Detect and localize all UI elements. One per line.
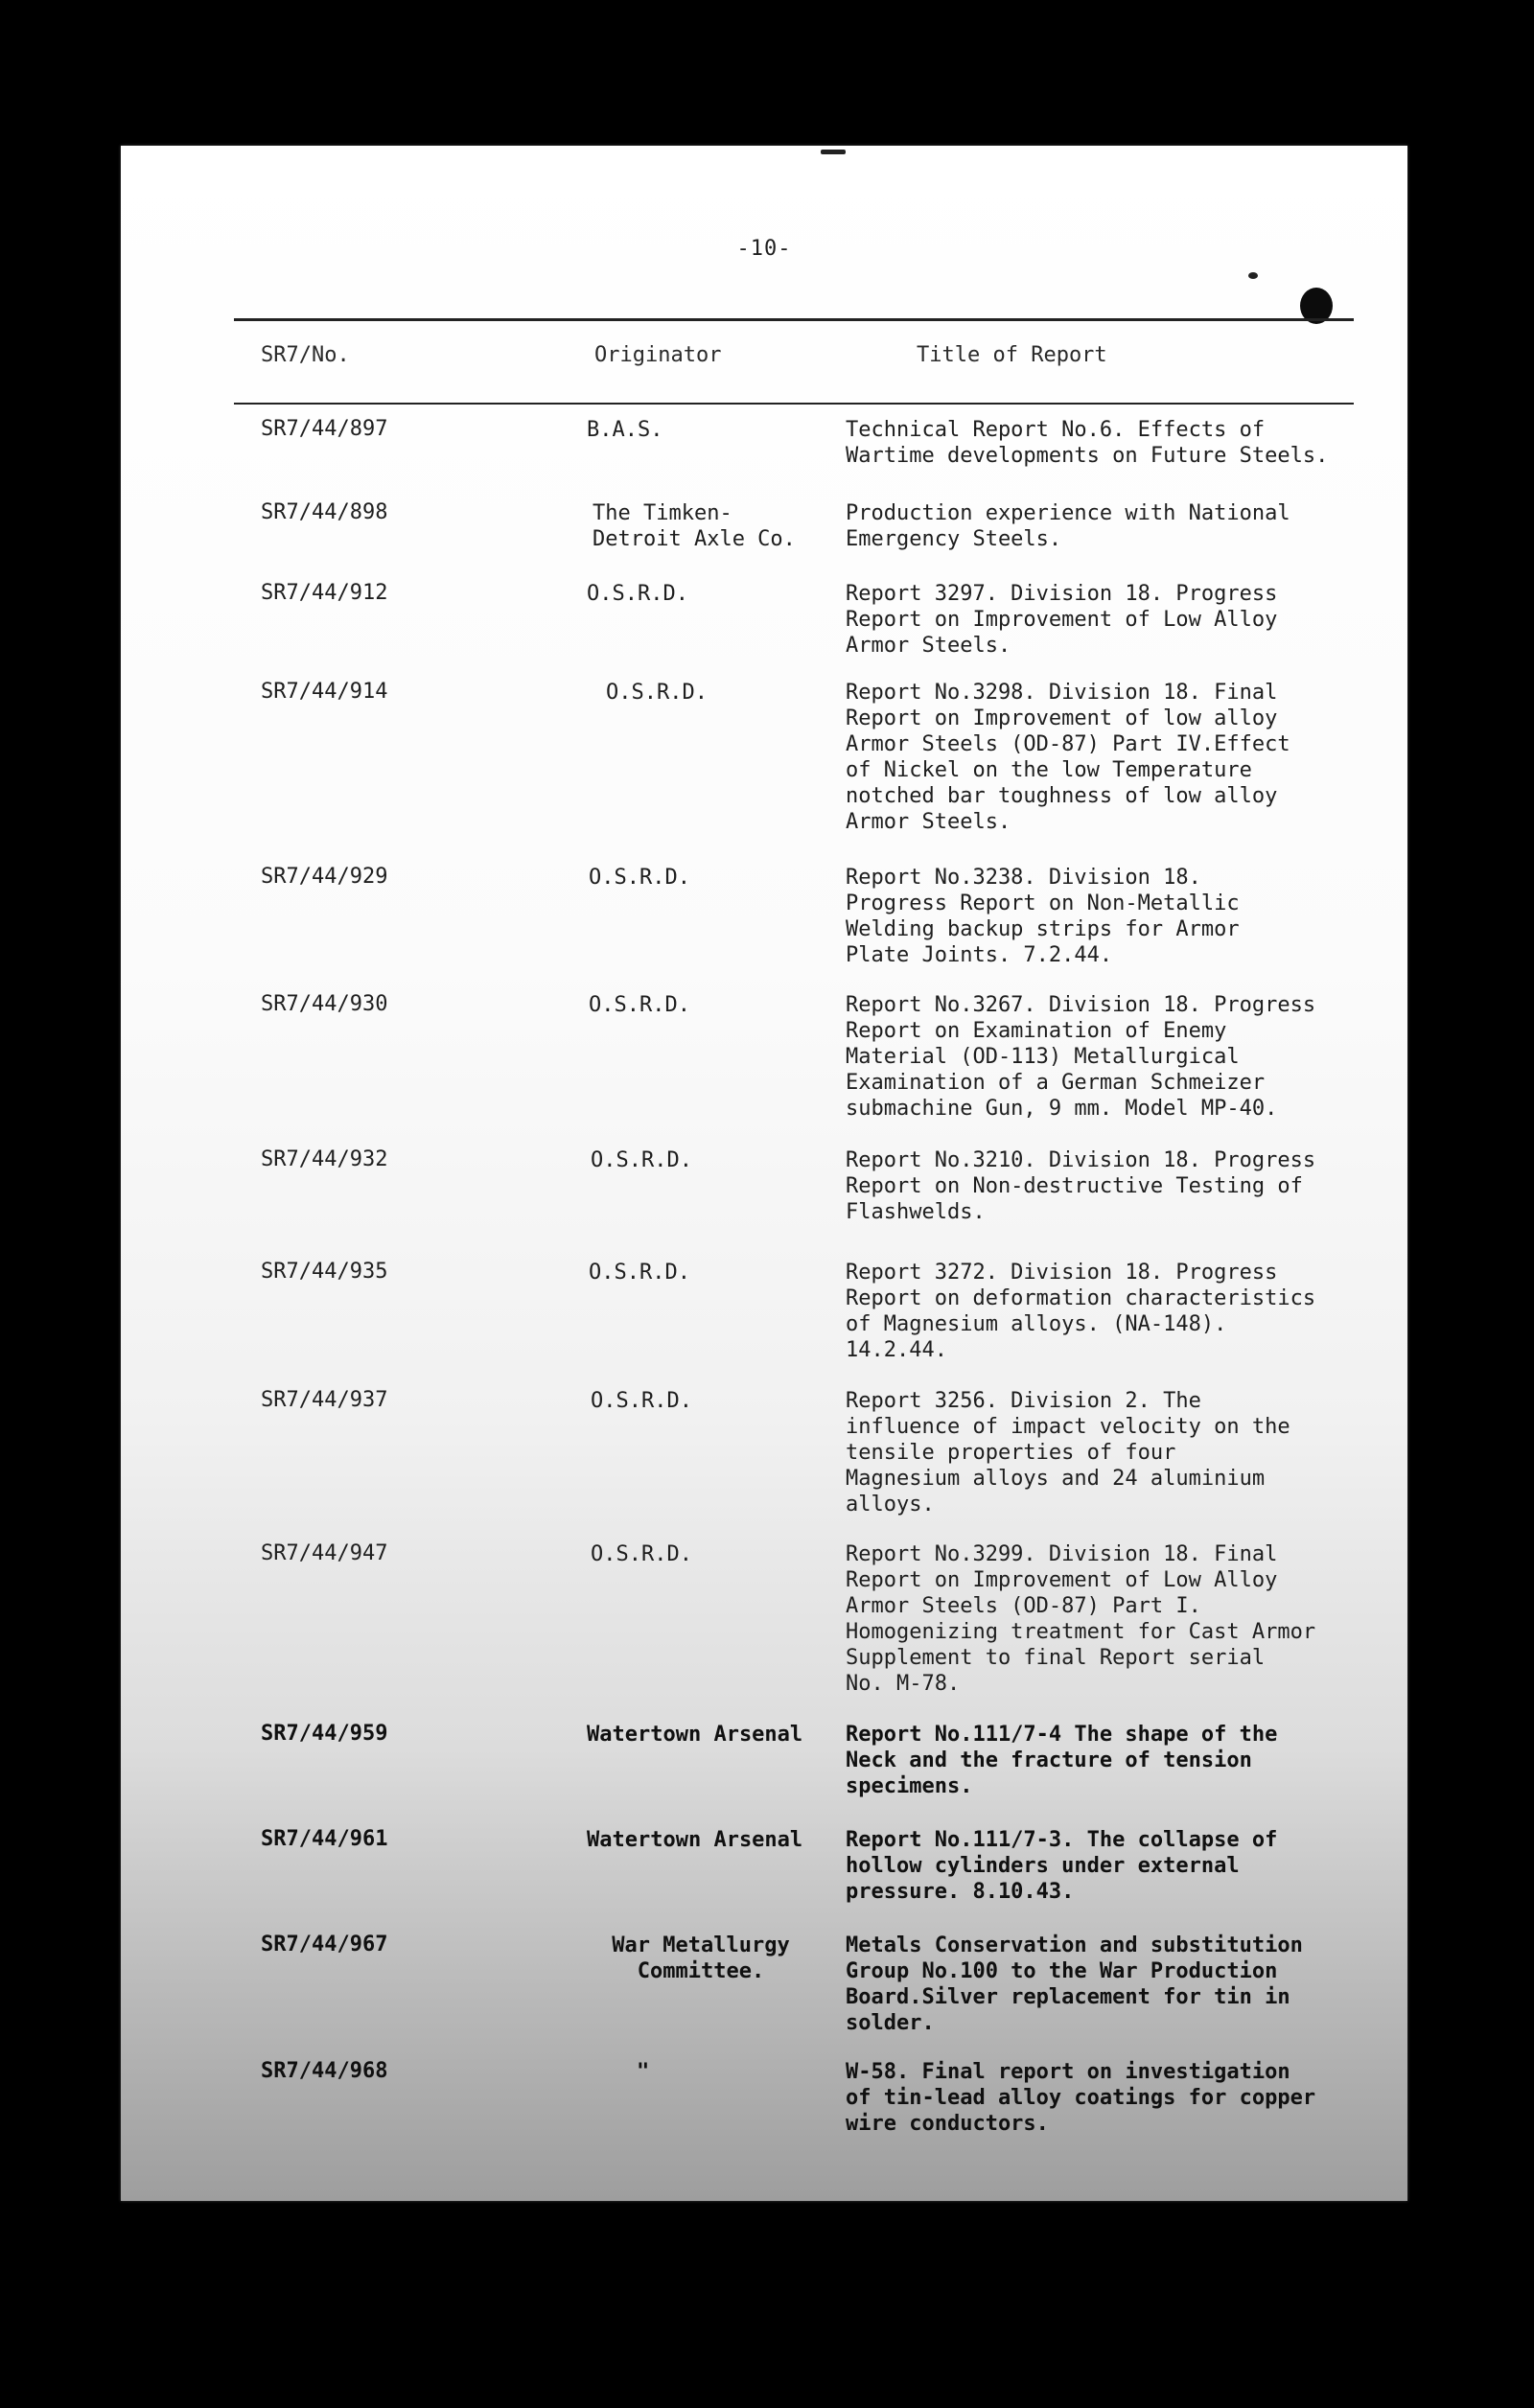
report-number: SR7/44/947 (261, 1541, 388, 1565)
report-title: Report No.3238. Division 18. Progress Report on Non-Metallic Welding backup strips for Armor Plate Joints. 7.2.44. (846, 866, 1240, 967)
report-number: SR7/44/961 (261, 1827, 388, 1851)
header-rule (234, 318, 1354, 321)
report-number: SR7/44/932 (261, 1147, 388, 1171)
column-header-originator: Originator (594, 343, 722, 367)
column-header-rule (234, 403, 1354, 405)
report-originator: O.S.R.D. (589, 1261, 690, 1285)
report-title: Report No.3299. Division 18. Final Report on Improvement of Low Alloy Armor Steels (OD-87) Part I. Homogenizing treatment for Cast Armor Supplement to final Report serial No. M-78. (846, 1542, 1316, 1696)
report-originator: O.S.R.D. (606, 681, 708, 705)
report-number: SR7/44/897 (261, 417, 388, 441)
column-header-number: SR7/No. (261, 343, 350, 367)
report-title: Report 3297. Division 18. Progress Report on Improvement of Low Alloy Armor Steels. (846, 582, 1278, 658)
report-title: Report No.3298. Division 18. Final Report on Improvement of low alloy Armor Steels (OD-87) Part IV.Effect of Nickel on the low Temperature notched bar toughness of low alloy Armor Steels. (846, 681, 1290, 834)
report-number: SR7/44/968 (261, 2059, 388, 2083)
report-originator: O.S.R.D. (587, 582, 688, 606)
report-originator: O.S.R.D. (589, 866, 690, 890)
page-number: -10- (736, 237, 792, 261)
report-title: Report 3256. Division 2. The influence of impact velocity on the tensile properties of four Magnesium alloys and 24 aluminium alloys. (846, 1389, 1290, 1517)
report-number: SR7/44/929 (261, 865, 388, 889)
report-originator: War Metallurgy Committee. (612, 1933, 790, 1983)
ink-speck (821, 150, 846, 154)
report-originator: O.S.R.D. (591, 1542, 692, 1566)
report-title: Report No.111/7-3. The collapse of hollow cylinders under external pressure. 8.10.43. (846, 1828, 1278, 1904)
report-number: SR7/44/898 (261, 500, 388, 524)
report-number: SR7/44/935 (261, 1260, 388, 1284)
report-originator: O.S.R.D. (589, 993, 690, 1017)
report-title: Report No.3210. Division 18. Progress Report on Non-destructive Testing of Flashwelds. (846, 1148, 1316, 1224)
report-originator: Watertown Arsenal (587, 1723, 803, 1747)
report-title: W-58. Final report on investigation of tin-lead alloy coatings for copper wire conductors. (846, 2060, 1316, 2136)
report-title: Metals Conservation and substitution Group No.100 to the War Production Board.Silver replacement for tin in solder. (846, 1933, 1303, 2035)
report-title: Report 3272. Division 18. Progress Report on deformation characteristics of Magnesium alloys. (NA-148). 14.2.44. (846, 1261, 1316, 1362)
report-number: SR7/44/937 (261, 1388, 388, 1412)
report-originator: The Timken- Detroit Axle Co. (593, 501, 796, 551)
column-header-title: Title of Report (917, 343, 1107, 367)
report-originator: B.A.S. (587, 418, 663, 442)
report-number: SR7/44/912 (261, 581, 388, 605)
report-originator: O.S.R.D. (591, 1389, 692, 1413)
report-title: Report No.111/7-4 The shape of the Neck and the fracture of tension specimens. (846, 1723, 1278, 1798)
report-number: SR7/44/967 (261, 1933, 388, 1956)
report-title: Production experience with National Emergency Steels. (846, 501, 1290, 551)
document-page (121, 146, 1407, 2201)
report-number: SR7/44/930 (261, 992, 388, 1016)
report-originator: " (637, 2060, 650, 2084)
report-originator: O.S.R.D. (591, 1148, 692, 1172)
report-number: SR7/44/959 (261, 1722, 388, 1746)
report-title: Technical Report No.6. Effects of Wartime developments on Future Steels. (846, 418, 1329, 468)
report-originator: Watertown Arsenal (587, 1828, 803, 1852)
report-number: SR7/44/914 (261, 680, 388, 704)
ink-speck (1248, 272, 1258, 279)
report-title: Report No.3267. Division 18. Progress Report on Examination of Enemy Material (OD-113) Metallurgical Examination of a German Schmeizer submachine Gun, 9 mm. Model MP-40. (846, 993, 1316, 1121)
